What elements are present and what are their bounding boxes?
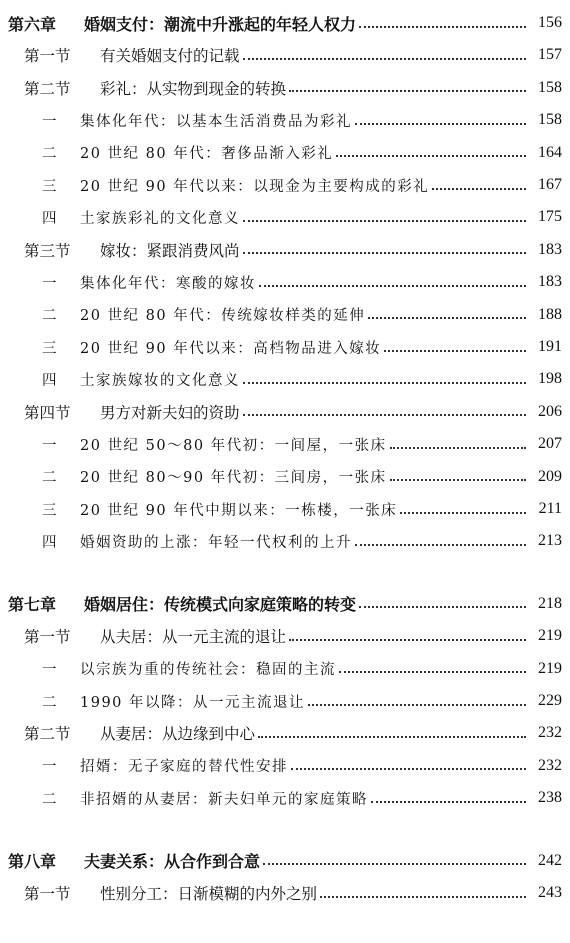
toc-entry-title: 从妻居：从边缘到中心: [100, 725, 256, 744]
toc-entry-page-number: 157: [538, 46, 562, 64]
toc-entry-title: 彩礼：从实物到现金的转换: [100, 79, 287, 98]
toc-entry-section[interactable]: [0, 40, 570, 70]
toc-entry-item[interactable]: [0, 686, 570, 716]
toc-entry-section[interactable]: [0, 397, 570, 427]
dot-leader: [259, 284, 526, 287]
dot-leader: [308, 703, 526, 706]
toc-entry-page-number: 213: [538, 532, 562, 550]
toc-entry-item[interactable]: [0, 462, 570, 492]
toc-entry-title: 以宗族为重的传统社会：稳固的主流: [80, 662, 336, 679]
toc-entry-page-number: 156: [538, 14, 562, 31]
toc-entry-number: 三: [42, 340, 57, 357]
toc-entry-title: 男方对新夫妇的资助: [100, 403, 240, 422]
toc-entry-title: 夫妻关系：从合作到合意: [84, 852, 261, 872]
dot-leader: [291, 767, 526, 770]
toc-entry-number: 第三节: [24, 241, 71, 260]
toc-entry-page-number: 158: [538, 111, 562, 129]
toc-entry-item[interactable]: [0, 751, 570, 781]
toc-entry-number: 二: [42, 308, 57, 325]
dot-leader: [400, 511, 526, 514]
dot-leader: [359, 605, 526, 608]
dot-leader: [289, 89, 526, 92]
dot-leader: [359, 25, 526, 28]
toc-entry-item[interactable]: [0, 429, 570, 459]
toc-entry-title: 土家族彩礼的文化意义: [80, 210, 240, 227]
dot-leader: [243, 57, 526, 60]
toc-entry-title: 从夫居：从一元主流的退让: [100, 628, 287, 647]
toc-entry-number: 一: [42, 759, 57, 776]
dot-leader: [368, 316, 526, 319]
toc-entry-title: 土家族嫁妆的文化意义: [80, 372, 240, 389]
toc-entry-section[interactable]: [0, 718, 570, 748]
toc-entry-page-number: 242: [538, 851, 562, 869]
dot-leader: [243, 251, 526, 254]
dot-leader: [390, 478, 526, 481]
toc-entry-number: 第二节: [24, 725, 71, 744]
toc-entry-section[interactable]: [0, 621, 570, 651]
toc-entry-title: 1990 年以降：从一元主流退让: [80, 694, 306, 711]
toc-entry-title: 集体化年代：以基本生活消费品为彩礼: [80, 113, 352, 130]
toc-entry-number: 三: [42, 178, 57, 195]
toc-entry-title: 20 世纪 50～80 年代初：一间屋，一张床: [80, 437, 387, 454]
toc-entry-number: 一: [42, 662, 57, 679]
toc-entry-page-number: 209: [538, 467, 562, 485]
toc-entry-chapter[interactable]: [0, 589, 570, 619]
dot-leader: [243, 381, 526, 384]
toc-entry-page-number: 183: [538, 240, 562, 258]
toc-entry-number: 第二节: [24, 79, 71, 98]
toc-entry-item[interactable]: [0, 526, 570, 556]
dot-leader: [390, 446, 526, 449]
toc-entry-number: 二: [42, 791, 57, 808]
toc-entry-item[interactable]: [0, 105, 570, 135]
toc-entry-number: 一: [42, 113, 57, 130]
toc-entry-title: 20 世纪 90 年代中期以来：一栋楼，一张床: [80, 502, 398, 519]
toc-entry-item[interactable]: [0, 494, 570, 524]
toc-entry-chapter[interactable]: [0, 846, 570, 876]
toc-entry-number: 第四节: [24, 403, 71, 422]
toc-entry-page-number: 232: [538, 756, 562, 774]
toc-entry-item[interactable]: [0, 300, 570, 330]
toc-entry-title: 20 世纪 80 年代：传统嫁妆样类的延伸: [80, 308, 366, 325]
toc-entry-title: 有关婚姻支付的记载: [100, 47, 240, 66]
toc-entry-section[interactable]: [0, 878, 570, 908]
toc-entry-number: 三: [42, 502, 57, 519]
toc-entry-number: 一: [42, 275, 57, 292]
toc-entry-section[interactable]: [0, 235, 570, 265]
toc-entry-number: 第七章: [8, 595, 57, 615]
toc-entry-page-number: 218: [538, 594, 562, 612]
toc-entry-page-number: 243: [538, 884, 562, 901]
toc-entry-page-number: 229: [538, 692, 562, 709]
toc-entry-number: 四: [42, 372, 57, 389]
toc-entry-item[interactable]: [0, 364, 570, 394]
toc-entry-number: 四: [42, 210, 57, 227]
toc-entry-title: 招婿：无子家庭的替代性安排: [80, 759, 288, 776]
dot-leader: [355, 122, 526, 125]
toc-entry-number: 四: [42, 534, 57, 551]
toc-entry-item[interactable]: [0, 654, 570, 684]
toc-entry-number: 一: [42, 437, 57, 454]
toc-entry-page-number: 188: [538, 305, 562, 323]
toc-entry-title: 嫁妆：紧跟消费风尚: [100, 241, 240, 260]
toc-entry-item[interactable]: [0, 783, 570, 813]
toc-entry-page-number: 238: [538, 789, 562, 807]
toc-entry-title: 20 世纪 80 年代：奢侈品渐入彩礼: [80, 146, 334, 163]
toc-entry-page-number: 191: [538, 338, 562, 355]
dot-leader: [263, 862, 526, 865]
toc-entry-section[interactable]: [0, 73, 570, 103]
toc-entry-page-number: 232: [538, 724, 562, 742]
toc-entry-item[interactable]: [0, 170, 570, 200]
toc-entry-chapter[interactable]: [0, 8, 570, 38]
toc-entry-title: 集体化年代：寒酸的嫁妆: [80, 275, 256, 292]
toc-entry-number: 第一节: [24, 885, 71, 903]
toc-entry-title: 20 世纪 90 年代以来：高档物品进入嫁妆: [80, 340, 382, 357]
toc-entry-number: 二: [42, 694, 57, 711]
dot-leader: [355, 543, 526, 546]
dot-leader: [336, 154, 526, 157]
toc-entry-number: 第一节: [24, 628, 71, 647]
toc-entry-item[interactable]: [0, 267, 570, 297]
dot-leader: [384, 349, 526, 352]
toc-entry-page-number: 164: [538, 143, 562, 161]
toc-entry-title: 婚姻支付：潮流中升涨起的年轻人权力: [84, 14, 357, 34]
toc-entry-number: 第一节: [24, 47, 71, 66]
toc-entry-page-number: 206: [538, 402, 562, 420]
dot-leader: [258, 735, 526, 738]
toc-entry-number: 第八章: [8, 852, 57, 872]
toc-entry-title: 性别分工：日渐模糊的内外之别: [100, 885, 318, 903]
dot-leader: [339, 670, 526, 673]
toc-entry-number: 二: [42, 146, 57, 163]
toc-entry-page-number: 207: [538, 435, 562, 453]
toc-entry-item[interactable]: [0, 138, 570, 168]
toc-entry-item[interactable]: [0, 332, 570, 362]
dot-leader: [243, 219, 526, 222]
dot-leader: [371, 800, 526, 803]
toc-entry-page-number: 211: [538, 500, 562, 517]
toc-entry-page-number: 175: [538, 208, 562, 226]
toc-entry-title: 20 世纪 80～90 年代初：三间房，一张床: [80, 470, 387, 487]
toc-entry-title: 婚姻居住：传统模式向家庭策略的转变: [84, 595, 357, 615]
toc-entry-page-number: 198: [538, 370, 562, 388]
dot-leader: [432, 187, 526, 190]
toc-entry-item[interactable]: [0, 202, 570, 232]
dot-leader: [289, 638, 526, 641]
toc-entry-number: 二: [42, 470, 57, 487]
toc-entry-number: 第六章: [8, 14, 57, 34]
toc-entry-title: 非招婿的从妻居：新夫妇单元的家庭策略: [80, 791, 368, 808]
toc-entry-title: 20 世纪 90 年代以来：以现金为主要构成的彩礼: [80, 178, 430, 195]
toc-entry-title: 婚姻资助的上涨：年轻一代权利的上升: [80, 534, 352, 551]
toc-entry-page-number: 158: [538, 78, 562, 96]
dot-leader: [243, 413, 526, 416]
toc-entry-page-number: 219: [538, 627, 562, 645]
toc-entry-page-number: 219: [538, 659, 562, 677]
toc-entry-page-number: 183: [538, 273, 562, 291]
dot-leader: [320, 895, 526, 898]
toc-entry-page-number: 167: [538, 176, 562, 193]
